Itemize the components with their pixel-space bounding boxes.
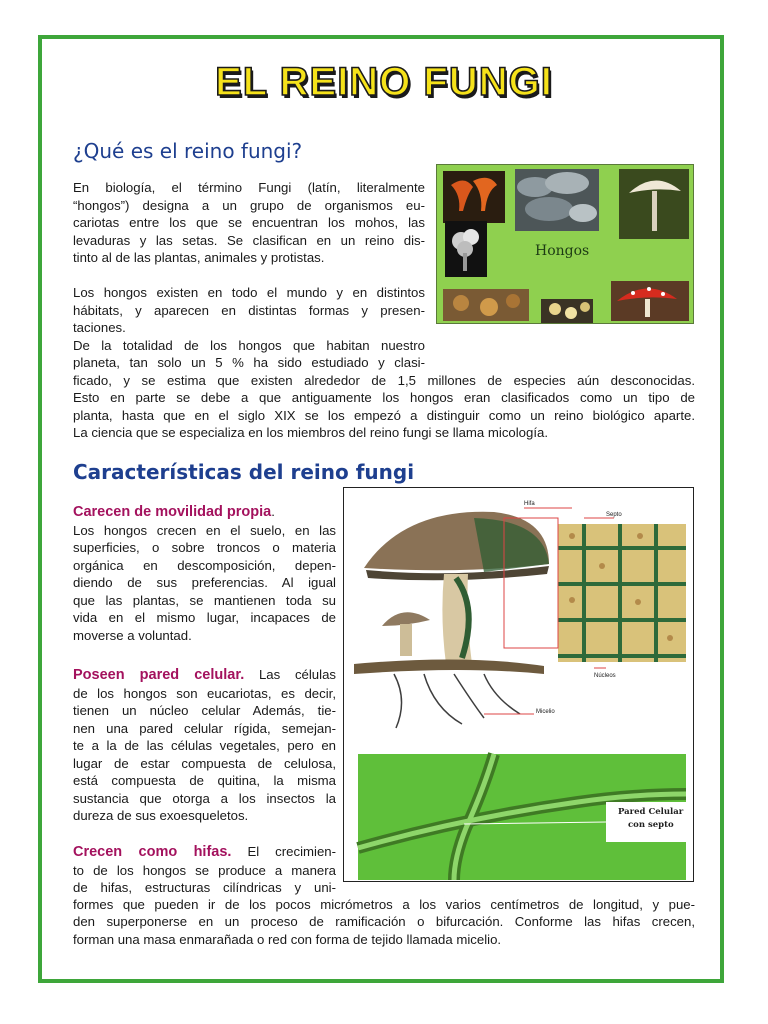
cell-wall-line: te a la de las células vegetales, pero en: [73, 738, 336, 753]
habitat-line: taciones.: [73, 320, 126, 335]
mobility-line: moverse a voluntad.: [73, 627, 192, 643]
habitat-line: planta, hasta que en el siglo XIX se los empezó a distinguir como un reino biológico aparte.: [73, 407, 695, 423]
mobility-line: vida en el mismo lugar, incapaces de: [73, 610, 336, 625]
habitat-line: hábitats, y aparecen en distintas formas y presen-: [73, 302, 425, 318]
mobility-title-period: .: [271, 504, 275, 519]
cell-wall-block: [73, 666, 336, 825]
cell-wall-title-line: [73, 666, 336, 685]
cell-wall-line: está compuesta de quitina, la misma: [73, 773, 336, 788]
hyphae-line: formes que pueden ir de los pocos micrómetros a los varios centímetros de longitud, y pue-: [73, 896, 695, 912]
label-nucleos: Núcleos: [594, 673, 616, 679]
hyphae-title: Crecen como hifas.: [73, 844, 232, 860]
hyphae-title-line: [73, 843, 336, 862]
habitat-line: planeta, tan solo un 5 % ha sido estudiado y clasi-: [73, 355, 425, 370]
mobility-line: diendo de sus preferencias. Al igual: [73, 575, 336, 590]
habitat-line: ficado, y se estima que existen alrededor de 1,5 millones de especies aún desconocidas.: [73, 372, 695, 388]
cell-wall-line: nen una pared celular rígida, semejan-: [73, 720, 336, 736]
mobility-line: que las plantas, se mantienen toda su: [73, 592, 336, 608]
mobility-line: Los hongos crecen en el suelo, en las: [73, 522, 336, 538]
section-heading-characteristics: Características del reino fungi: [73, 460, 415, 484]
intro-line: cariotas entre los que se encuentran los mohos, las: [73, 215, 425, 230]
cell-wall-line: sustancia que otorga a los insectos la: [73, 790, 336, 806]
cell-wall-line: tienen un núcleo celular Además, tie-: [73, 703, 336, 718]
intro-line: “hongos”) designa a un grupo de organismos eu-: [73, 197, 425, 213]
cell-wall-first: Las células: [244, 667, 336, 682]
label-pared-celular: Pared Celular: [618, 807, 684, 817]
mobility-line: superficies, o sobre troncos o materia: [73, 540, 336, 555]
fungus-structure-diagram: [343, 487, 694, 882]
intro-line: tinto al de las plantas, animales y protistas.: [73, 250, 325, 265]
hyphae-line: de hifas, estructuras cilíndricas y uni-: [73, 880, 336, 895]
habitat-line: Esto en parte se debe a que antiguamente los hongos eran clasificados como un tipo de: [73, 390, 695, 405]
label-con-septo: con septo: [628, 820, 674, 830]
hyphae-line: den superponerse en un proceso de ramificación o bifurcación. Conforme las hifas crecen,: [73, 914, 695, 929]
page-title: EL REINO FUNGI: [215, 60, 553, 104]
hyphae-line: to de los hongos se produce a manera: [73, 862, 336, 878]
habitat-line: La ciencia que se especializa en los miembros del reino fungi se llama micología.: [73, 425, 549, 440]
hyphae-block-top: [73, 843, 336, 897]
intro-paragraph: [73, 179, 425, 267]
habitat-line: De la totalidad de los hongos que habitan nuestro: [73, 337, 425, 353]
section-heading-what-is: ¿Qué es el reino fungi?: [73, 139, 303, 163]
habitat-paragraph-bottom: [73, 372, 695, 442]
habitat-line: Los hongos existen en todo el mundo y en distintos: [73, 285, 425, 300]
mobility-line: orgánica en descomposición, depen-: [73, 557, 336, 573]
habitat-paragraph-top: [73, 284, 425, 372]
hyphae-block-bottom: [73, 896, 695, 949]
label-hifa: Hifa: [524, 501, 535, 507]
cell-wall-title: Poseen pared celular.: [73, 667, 245, 683]
cell-wall-line: dureza de sus exoesqueletos.: [73, 808, 249, 823]
mobility-block: [73, 503, 336, 644]
mobility-title: Carecen de movilidad propia: [73, 504, 272, 520]
mobility-title-line: [73, 503, 336, 522]
hyphae-line: forman una masa enmarañada o red con forma de tejido llamada micelio.: [73, 931, 502, 947]
cell-wall-line: lugar de estar compuesta de celulosa,: [73, 755, 336, 771]
hyphae-first: El crecimien-: [231, 844, 337, 859]
cell-wall-line: de los hongos son eucariotas, es decir,: [73, 685, 336, 701]
label-micelio: Micelio: [536, 709, 555, 715]
collage-caption: Hongos: [535, 243, 590, 259]
label-septo: Septo: [606, 512, 622, 518]
intro-line: levaduras y las setas. Se clasifican en un reino dis-: [73, 232, 425, 248]
intro-line: En biología, el término Fungi (latín, literalmente: [73, 180, 425, 195]
